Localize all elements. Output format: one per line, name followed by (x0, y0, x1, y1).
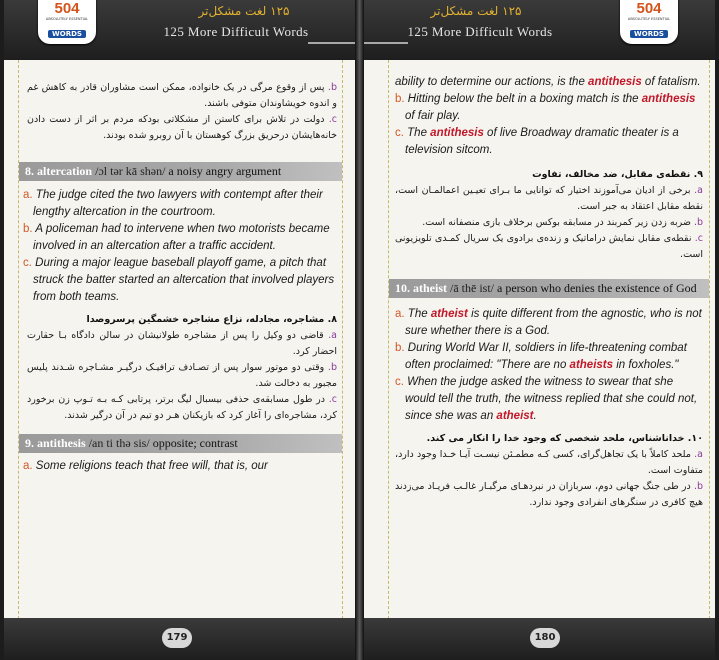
header-title-fa: ۱۲۵ لغت مشکل‌تر (198, 4, 290, 18)
fa-heading: ۸. مشاجره، مجادله، نزاع مشاجره خشمگین پرسروصدا (86, 314, 337, 325)
fa-example: a. ملحد کاملاً با یک تجاهل‌گرای، کسی کـه مطمـئن نیسـت آیـا خـدا وجود دارد، متفاوت است. (395, 449, 703, 476)
page-footer (4, 618, 355, 660)
header-title-en: 125 More Difficult Words (163, 24, 309, 39)
word-header-altercation: 8. altercation /ɔl tər kā shən/ a noisy angry argument (19, 162, 342, 181)
header-title-en: 125 More Difficult Words (407, 24, 553, 39)
fa-heading: ۱۰. خداناشناس، ملحد شخصی که وجود خدا را انکار می کند. (426, 433, 703, 444)
header-title-fa: ۱۲۵ لغت مشکل‌تر (430, 4, 522, 18)
fa-example: b. وقتی دو موتور سوار پس از تصـادف ترافیـک درگیـر مشـاجره شـدند پلیس مجبور به دخالت شد. (27, 362, 337, 389)
header-rule (364, 42, 408, 44)
page-number: 179 (162, 628, 192, 648)
book-logo: 504 ABSOLUTELY ESSENTIAL WORDS (38, 0, 96, 44)
fa-example: c. دولت در تلاش برای کاستن از مشکلاتی بودکه مردم بر اثر از دست دادن خانه‌هایشان درحریق بزرگ کوهستان با آن روبرو شده بودند. (27, 114, 337, 141)
right-page (364, 0, 715, 660)
example-sentence: a. Some religions teach that free will, that is, our (23, 460, 268, 472)
page-footer (364, 618, 715, 660)
example-sentence: a. The judge cited the two lawyers with contempt after their lengthy altercation in the courtroom. (23, 189, 323, 218)
example-sentence: c. During a major league baseball playoff game, a pitch that struck the batter started an altercation that involved players from both teams. (23, 257, 335, 303)
page-content (18, 60, 343, 619)
book-gutter (355, 0, 364, 660)
example-sentence: c. When the judge asked the witness to swear that she would tell the truth, the witness replied that she could not, since she was an atheist. (395, 376, 698, 422)
example-sentence: c. The antithesis of live Broadway dramatic theater is a television sitcom. (395, 127, 679, 156)
left-page (4, 0, 355, 660)
book-logo: 504 ABSOLUTELY ESSENTIAL WORDS (620, 0, 678, 44)
page-header (4, 0, 355, 60)
header-rule (308, 42, 355, 44)
example-sentence: b. During World War II, soldiers in life-threatening combat often proclaimed: "There are no atheists in foxholes." (395, 342, 687, 371)
fa-example: a. قاضی دو وکیل را پس از مشاجره طولانیشان در سالن دادگاه بـا حقارت احضار کرد. (27, 330, 337, 357)
fa-example: b. ضربه زدن زیر کمربند در مسابقه بوکس برخلاف بازی منصفانه است. (422, 217, 703, 228)
fa-example: c. نقطه‌ی مقابل نمایش دراماتیک و زنده‌ی برادوی یک سریال کمـدی تلویزیونی است. (395, 233, 703, 260)
fa-heading: ۹. نقطه‌ی مقابل، ضد مخالف، تفاوت (532, 169, 703, 180)
example-sentence: b. Hitting below the belt in a boxing match is the antithesis of fair play. (395, 93, 696, 122)
fa-example: a. برخی از ادیان می‌آموزند اختیار که توانایی ما بـرای تعیـین اعمالمـان است، نقطه مقابل اعتقاد به جبر است. (395, 185, 703, 212)
fa-example: c. در طول مسابقه‌ی حذفی بیسبال لیگ برتر، پرتابی کـه بـه تـوپ زن برخورد کرد، مشاجره‌ای را آغاز کرد که بازیکنان هـر دو تیم در آن درگیر شدند. (27, 394, 337, 421)
page-content (388, 60, 710, 619)
fa-example: b. در طی جنگ جهانی دوم، سربازان در نبردهـای مرگبـار غالـب فریـاد می‌زدند هیچ کافری در سنگرهای انفرادی وجود ندارد. (395, 481, 703, 508)
page-number: 180 (530, 628, 560, 648)
example-sentence: b. A policeman had to intervene when two motorists became involved in an altercation after a traffic accident. (23, 223, 330, 252)
example-sentence: ability to determine our actions, is the antithesis of fatalism. (395, 76, 701, 88)
word-header-antithesis: 9. antithesis /an ti thə sis/ opposite; contrast (19, 434, 342, 453)
word-header-atheist: 10. atheist /ā thē ist/ a person who denies the existence of God (389, 279, 709, 298)
page-header (364, 0, 715, 60)
fa-example: b. پس از وقوع مرگی در یک خانواده، ممکن است مشاوران قادر به کاهش غم و اندوه خویشاوندان متوفی باشند. (27, 82, 337, 109)
example-sentence: a. The atheist is quite different from the agnostic, who is not sure whether there is a God. (395, 308, 702, 337)
